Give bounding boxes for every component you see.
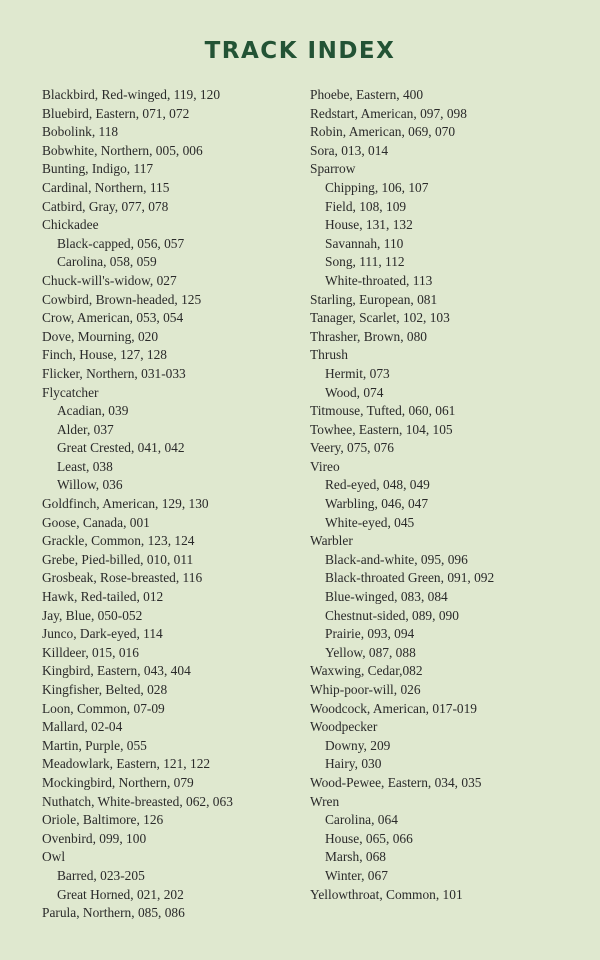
index-subentry: Carolina, 064: [325, 812, 398, 828]
index-entry: Nuthatch, White-breasted, 062, 063: [42, 793, 233, 809]
index-entry: Grosbeak, Rose-breasted, 116: [42, 570, 203, 586]
index-entry: Kingfisher, Belted, 028: [42, 682, 168, 697]
index-subentry: Warbling, 046, 047: [325, 496, 429, 512]
index-entry: Killdeer, 015, 016: [42, 644, 139, 660]
index-entry: Bobolink, 118: [42, 124, 119, 140]
index-subentry: Downy, 209: [325, 737, 391, 753]
index-entry: Bunting, Indigo, 117: [42, 161, 154, 177]
index-entry: Bluebird, Eastern, 071, 072: [42, 105, 190, 121]
index-subentry: Marsh, 068: [325, 849, 386, 865]
index-subentry: Red-eyed, 048, 049: [325, 477, 430, 493]
index-entry: Hawk, Red-tailed, 012: [42, 589, 164, 605]
index-entry: Wood-Pewee, Eastern, 034, 035: [310, 774, 482, 790]
index-subentry: Hairy, 030: [325, 756, 382, 772]
index-entry: Meadowlark, Eastern, 121, 122: [42, 756, 211, 772]
index-entry: Loon, Common, 07-09: [42, 700, 165, 716]
index-column-left: [42, 86, 294, 923]
index-subentry: Yellow, 087, 088: [325, 644, 416, 660]
index-subentry: Barred, 023-205: [57, 867, 145, 883]
index-entry: Jay, Blue, 050-052: [42, 607, 143, 623]
index-entry: Cowbird, Brown-headed, 125: [42, 291, 202, 307]
index-entry: Chickadee: [42, 217, 99, 233]
index-entry: Woodpecker: [310, 719, 378, 735]
index-entry: Mallard, 02-04: [42, 719, 123, 735]
index-entry: Grackle, Common, 123, 124: [42, 533, 195, 549]
index-subentry: Black-capped, 056, 057: [57, 235, 185, 251]
index-entry: Sora, 013, 014: [310, 142, 389, 158]
index-subentry: Blue-winged, 083, 084: [325, 589, 448, 605]
index-entry: Cardinal, Northern, 115: [42, 179, 170, 195]
index-subentry: Field, 108, 109: [325, 198, 407, 214]
index-subentry: Great Crested, 041, 042: [57, 440, 185, 456]
index-entry: Parula, Northern, 085, 086: [42, 905, 185, 921]
index-entry: Warbler: [310, 533, 353, 549]
index-subentry: Great Horned, 021, 202: [57, 886, 184, 902]
index-entry: Crow, American, 053, 054: [42, 310, 184, 326]
index-entry: Blackbird, Red-winged, 119, 120: [42, 87, 221, 102]
index-entry: Phoebe, Eastern, 400: [310, 87, 424, 102]
index-entry: Flicker, Northern, 031-033: [42, 365, 186, 381]
index-entry: Grebe, Pied-billed, 010, 011: [42, 551, 194, 567]
index-entry: Goose, Canada, 001: [42, 514, 150, 530]
index-entry: Finch, House, 127, 128: [42, 347, 167, 363]
index-subentry: Acadian, 039: [57, 403, 129, 419]
index-entry: Dove, Mourning, 020: [42, 328, 159, 344]
index-subentry: Hermit, 073: [325, 365, 390, 381]
index-entry: Ovenbird, 099, 100: [42, 830, 147, 846]
index-subentry: Willow, 036: [57, 477, 123, 493]
index-subentry: House, 131, 132: [325, 217, 413, 233]
index-subentry: Song, 111, 112: [325, 254, 405, 270]
index-entry: Junco, Dark-eyed, 114: [42, 626, 163, 642]
index-entry: Veery, 075, 076: [310, 440, 394, 456]
index-subentry: Chestnut-sided, 089, 090: [325, 607, 459, 623]
index-entry: Titmouse, Tufted, 060, 061: [310, 403, 456, 419]
index-subentry: Prairie, 093, 094: [325, 626, 415, 642]
index-entry: Oriole, Baltimore, 126: [42, 812, 164, 828]
index-entry: Goldfinch, American, 129, 130: [42, 496, 209, 512]
index-entry: Robin, American, 069, 070: [310, 124, 456, 140]
index-entry: Redstart, American, 097, 098: [310, 105, 467, 121]
index-subentry: Savannah, 110: [325, 235, 404, 251]
index-entry: Thrasher, Brown, 080: [310, 328, 427, 344]
index-entry: Owl: [42, 849, 66, 865]
index-subentry: Alder, 037: [57, 421, 114, 437]
index-entry: Towhee, Eastern, 104, 105: [310, 421, 453, 437]
index-entry: Tanager, Scarlet, 102, 103: [310, 310, 450, 326]
index-entry: Martin, Purple, 055: [42, 737, 147, 753]
index-entry: Whip-poor-will, 026: [310, 682, 421, 697]
index-subentry: Least, 038: [57, 458, 113, 474]
index-entry: Woodcock, American, 017-019: [310, 700, 478, 716]
index-subentry: House, 065, 066: [325, 830, 413, 846]
page-title: TRACK INDEX: [204, 38, 396, 64]
index-subentry: White-throated, 113: [325, 272, 433, 288]
index-subentry: White-eyed, 045: [325, 514, 415, 530]
index-entry: Flycatcher: [42, 384, 99, 400]
index-subentry: Black-throated Green, 091, 092: [325, 570, 495, 586]
index-entry: Yellowthroat, Common, 101: [310, 886, 463, 902]
index-subentry: Carolina, 058, 059: [57, 254, 157, 270]
index-entry: Sparrow: [310, 161, 356, 177]
index-entry: Mockingbird, Northern, 079: [42, 774, 194, 790]
index-entry: Catbird, Gray, 077, 078: [42, 198, 169, 214]
index-entry: Thrush: [310, 347, 348, 363]
index-subentry: Chipping, 106, 107: [325, 179, 429, 195]
index-entry: Bobwhite, Northern, 005, 006: [42, 142, 203, 158]
index-subentry: Black-and-white, 095, 096: [325, 551, 468, 567]
index-entry: Chuck-will's-widow, 027: [42, 272, 177, 288]
index-entry: Wren: [310, 793, 340, 809]
index-entry: Kingbird, Eastern, 043, 404: [42, 663, 191, 679]
index-subentry: Winter, 067: [325, 867, 388, 883]
index-column-right: [310, 86, 580, 904]
index-entry: Starling, European, 081: [310, 291, 438, 307]
index-entry: Vireo: [310, 458, 340, 474]
index-entry: Waxwing, Cedar,082: [310, 663, 423, 679]
index-subentry: Wood, 074: [325, 384, 384, 400]
